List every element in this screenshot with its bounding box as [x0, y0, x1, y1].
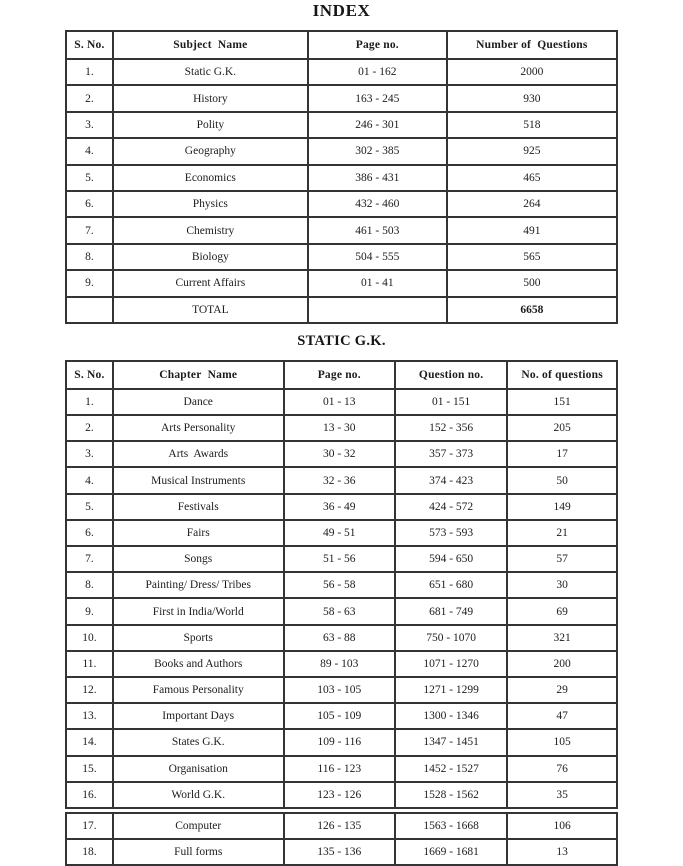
header-row — [66, 361, 617, 389]
table-cell: 386 - 431 — [308, 165, 447, 191]
table-cell: 5. — [66, 165, 113, 191]
table-cell: 126 - 135 — [284, 810, 395, 839]
table-cell: 565 — [447, 244, 617, 270]
table-cell: 6. — [66, 520, 113, 546]
table-cell: Chemistry — [113, 217, 308, 243]
table-row — [66, 598, 617, 624]
column-header: Chapter Name — [113, 361, 284, 389]
index-table — [65, 30, 618, 324]
table-cell: 135 - 136 — [284, 839, 395, 865]
table-cell: 518 — [447, 112, 617, 138]
table-cell: Arts Awards — [113, 441, 284, 467]
column-header: Page no. — [284, 361, 395, 389]
table-cell: 4. — [66, 467, 113, 493]
table-cell: Books and Authors — [113, 651, 284, 677]
index-total-row — [66, 297, 617, 323]
table-cell: 432 - 460 — [308, 191, 447, 217]
table-cell: 374 - 423 — [395, 467, 507, 493]
table-cell: History — [113, 85, 308, 111]
table-cell: Famous Personality — [113, 677, 284, 703]
table-cell: 357 - 373 — [395, 441, 507, 467]
table-cell: 9. — [66, 598, 113, 624]
table-cell: 151 — [507, 389, 617, 415]
table-row — [66, 270, 617, 296]
table-row — [66, 415, 617, 441]
column-header: Question no. — [395, 361, 507, 389]
table-cell: Physics — [113, 191, 308, 217]
table-cell — [308, 297, 447, 323]
table-cell: 461 - 503 — [308, 217, 447, 243]
static-gk-table-body — [66, 389, 617, 865]
table-cell: 205 — [507, 415, 617, 441]
table-row — [66, 389, 617, 415]
table-row — [66, 441, 617, 467]
table-cell: States G.K. — [113, 729, 284, 755]
table-cell: Painting/ Dress/ Tribes — [113, 572, 284, 598]
table-cell: 109 - 116 — [284, 729, 395, 755]
table-cell — [66, 297, 113, 323]
table-cell: 200 — [507, 651, 617, 677]
table-cell: 103 - 105 — [284, 677, 395, 703]
table-cell: 123 - 126 — [284, 782, 395, 811]
table-cell: 01 - 41 — [308, 270, 447, 296]
table-cell: 30 - 32 — [284, 441, 395, 467]
table-cell: 465 — [447, 165, 617, 191]
table-cell: Static G.K. — [113, 59, 308, 85]
table-row — [66, 165, 617, 191]
table-cell: 12. — [66, 677, 113, 703]
table-cell: 76 — [507, 756, 617, 782]
table-row — [66, 138, 617, 164]
table-cell: 1300 - 1346 — [395, 703, 507, 729]
table-cell: Economics — [113, 165, 308, 191]
table-row — [66, 494, 617, 520]
table-cell: 51 - 56 — [284, 546, 395, 572]
table-cell: World G.K. — [113, 782, 284, 811]
table-cell: 57 — [507, 546, 617, 572]
table-row — [66, 59, 617, 85]
table-cell: 500 — [447, 270, 617, 296]
table-cell: 246 - 301 — [308, 112, 447, 138]
table-row — [66, 729, 617, 755]
table-cell: 1071 - 1270 — [395, 651, 507, 677]
table-row — [66, 112, 617, 138]
table-cell: Musical Instruments — [113, 467, 284, 493]
table-cell: 424 - 572 — [395, 494, 507, 520]
table-cell: 21 — [507, 520, 617, 546]
table-cell: 29 — [507, 677, 617, 703]
table-cell: 3. — [66, 112, 113, 138]
table-cell: 116 - 123 — [284, 756, 395, 782]
static-gk-table-header — [66, 361, 617, 389]
table-row — [66, 703, 617, 729]
table-cell: 14. — [66, 729, 113, 755]
table-cell: 491 — [447, 217, 617, 243]
index-table-header — [66, 31, 617, 59]
table-cell: 30 — [507, 572, 617, 598]
table-cell: 13. — [66, 703, 113, 729]
table-cell: 8. — [66, 244, 113, 270]
column-header: Page no. — [308, 31, 447, 59]
table-cell: 2. — [66, 415, 113, 441]
column-header: Subject Name — [113, 31, 308, 59]
table-cell: 302 - 385 — [308, 138, 447, 164]
table-cell: 16. — [66, 782, 113, 811]
table-cell: 152 - 356 — [395, 415, 507, 441]
table-cell: 681 - 749 — [395, 598, 507, 624]
table-cell: Current Affairs — [113, 270, 308, 296]
column-header: S. No. — [66, 361, 113, 389]
table-cell: Sports — [113, 625, 284, 651]
table-row — [66, 572, 617, 598]
table-row — [66, 810, 617, 839]
table-cell: 1669 - 1681 — [395, 839, 507, 865]
table-row — [66, 651, 617, 677]
table-row — [66, 467, 617, 493]
table-cell: 15. — [66, 756, 113, 782]
table-cell: 13 - 30 — [284, 415, 395, 441]
static-gk-title: STATIC G.K. — [297, 332, 386, 349]
table-cell: 5. — [66, 494, 113, 520]
table-cell: 925 — [447, 138, 617, 164]
table-cell: Computer — [113, 810, 284, 839]
table-cell: Fairs — [113, 520, 284, 546]
table-row — [66, 520, 617, 546]
table-cell: 7. — [66, 217, 113, 243]
table-cell: 105 - 109 — [284, 703, 395, 729]
table-cell: 105 — [507, 729, 617, 755]
table-cell: 32 - 36 — [284, 467, 395, 493]
table-cell: 36 - 49 — [284, 494, 395, 520]
table-cell: 149 — [507, 494, 617, 520]
table-row — [66, 839, 617, 865]
table-cell: 573 - 593 — [395, 520, 507, 546]
table-cell: 1271 - 1299 — [395, 677, 507, 703]
table-cell: 3. — [66, 441, 113, 467]
static-gk-table — [65, 360, 618, 866]
table-row — [66, 782, 617, 811]
table-cell: First in India/World — [113, 598, 284, 624]
table-cell: 1452 - 1527 — [395, 756, 507, 782]
table-cell: 10. — [66, 625, 113, 651]
total-label-cell: TOTAL — [113, 297, 308, 323]
table-cell: 49 - 51 — [284, 520, 395, 546]
table-cell: Festivals — [113, 494, 284, 520]
table-cell: Biology — [113, 244, 308, 270]
table-cell: Important Days — [113, 703, 284, 729]
table-cell: 2000 — [447, 59, 617, 85]
table-cell: Organisation — [113, 756, 284, 782]
table-cell: 750 - 1070 — [395, 625, 507, 651]
table-cell: 01 - 151 — [395, 389, 507, 415]
table-cell: 163 - 245 — [308, 85, 447, 111]
index-title: INDEX — [312, 1, 371, 20]
column-header: No. of questions — [507, 361, 617, 389]
table-cell: 264 — [447, 191, 617, 217]
table-cell: 17 — [507, 441, 617, 467]
table-cell: 63 - 88 — [284, 625, 395, 651]
table-cell: 594 - 650 — [395, 546, 507, 572]
column-header: Number of Questions — [447, 31, 617, 59]
table-cell: 8. — [66, 572, 113, 598]
table-cell: 69 — [507, 598, 617, 624]
table-row — [66, 85, 617, 111]
table-cell: 01 - 13 — [284, 389, 395, 415]
table-cell: 9. — [66, 270, 113, 296]
table-cell: Polity — [113, 112, 308, 138]
table-cell: 35 — [507, 782, 617, 811]
table-row — [66, 191, 617, 217]
table-cell: 18. — [66, 839, 113, 865]
table-cell: 2. — [66, 85, 113, 111]
table-cell: 1. — [66, 389, 113, 415]
table-cell: 01 - 162 — [308, 59, 447, 85]
table-cell: 1. — [66, 59, 113, 85]
table-cell: 930 — [447, 85, 617, 111]
table-cell: 11. — [66, 651, 113, 677]
table-row — [66, 756, 617, 782]
table-cell: 504 - 555 — [308, 244, 447, 270]
index-table-body — [66, 59, 617, 297]
table-cell: 13 — [507, 839, 617, 865]
table-cell: 4. — [66, 138, 113, 164]
header-row — [66, 31, 617, 59]
table-cell: Full forms — [113, 839, 284, 865]
table-cell: 56 - 58 — [284, 572, 395, 598]
table-cell: 106 — [507, 810, 617, 839]
table-cell: 47 — [507, 703, 617, 729]
table-cell: Geography — [113, 138, 308, 164]
column-header: S. No. — [66, 31, 113, 59]
table-cell: 17. — [66, 810, 113, 839]
total-value-cell: 6658 — [447, 297, 617, 323]
table-cell: 1563 - 1668 — [395, 810, 507, 839]
table-row — [66, 546, 617, 572]
table-cell: Songs — [113, 546, 284, 572]
table-row — [66, 677, 617, 703]
table-row — [66, 625, 617, 651]
table-cell: 89 - 103 — [284, 651, 395, 677]
table-cell: Dance — [113, 389, 284, 415]
table-cell: 1347 - 1451 — [395, 729, 507, 755]
table-cell: 7. — [66, 546, 113, 572]
table-cell: 321 — [507, 625, 617, 651]
table-cell: 58 - 63 — [284, 598, 395, 624]
table-row — [66, 244, 617, 270]
table-cell: Arts Personality — [113, 415, 284, 441]
table-cell: 1528 - 1562 — [395, 782, 507, 811]
table-cell: 50 — [507, 467, 617, 493]
table-cell: 651 - 680 — [395, 572, 507, 598]
table-row — [66, 217, 617, 243]
table-cell: 6. — [66, 191, 113, 217]
